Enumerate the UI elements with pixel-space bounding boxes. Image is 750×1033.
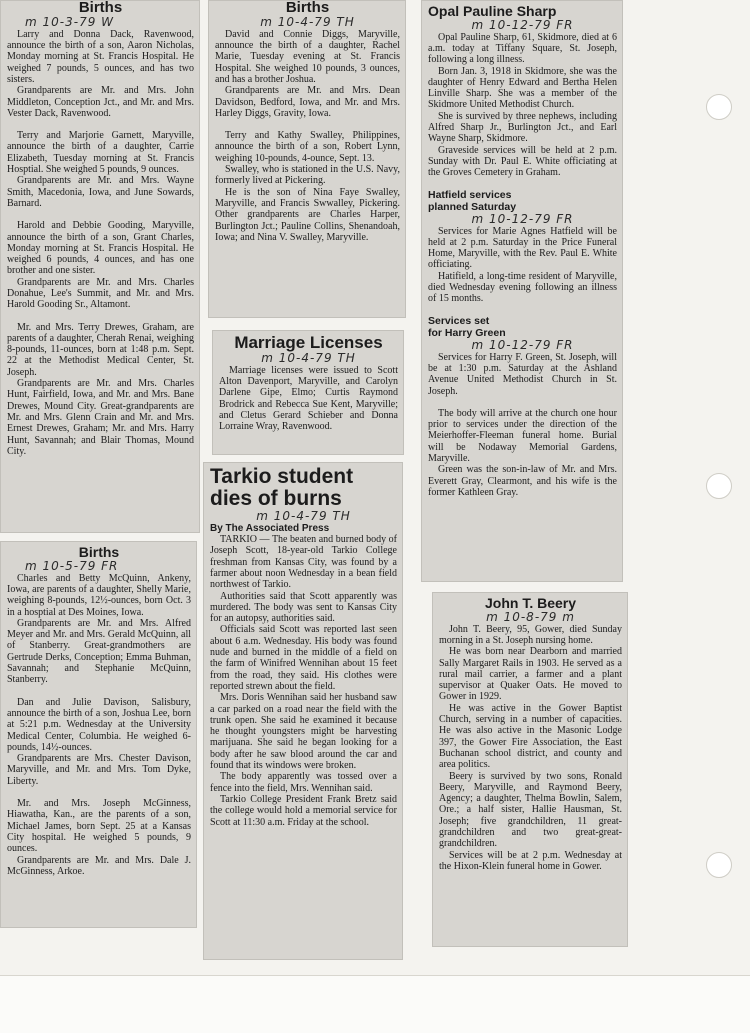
- paragraph: Terry and Marjorie Garnett, Maryville, announce the birth of a daughter, Carrie Elizabeth, Tuesday morning at St. Francis Hosptial. She weighed 5 pounds, 9 ounces.: [7, 130, 194, 176]
- clipping-heading: Births: [78, 544, 120, 560]
- obituaries-clipping: [421, 0, 623, 582]
- binder-hole: [706, 852, 732, 878]
- green-subheading-line-2: for Harry Green: [428, 326, 506, 339]
- paragraph: She is survived by three nephews, including Alfred Sharp Jr., Burlington Jct., and Earl Wayne Sharp, Skidmore.: [428, 110, 617, 145]
- date-annotation: m 10-3-79 W: [25, 14, 115, 29]
- paragraph: Opal Pauline Sharp, 61, Skidmore, died at 6 a.m. today at Tiffany Square, St. Joseph, following a long illness.: [428, 31, 617, 66]
- paragraph: Authorities said that Scott apparently was murdered. The body was sent to Kansas City for an autopsy, authorities said.: [210, 590, 397, 625]
- paragraph: Grandparents are Mr. and Mrs. Charles Donahue, Lee's Summit, and Mr. and Mrs. Harold Gooding Sr., Altamont.: [7, 276, 194, 311]
- clipping-heading-line-1: Tarkio student: [210, 465, 354, 488]
- paragraph: The body will arrive at the church one hour prior to services under the direction of the Meierhoffer-Fleeman funeral home. Burial will be Nodaway Memorial Gardens, Maryville.: [428, 407, 617, 464]
- date-annotation: m 10-5-79 FR: [25, 558, 119, 573]
- paragraph: Charles and Betty McQuinn, Ankeny, Iowa, are parents of a daughter, Shelly Marie, weighing 8-pounds, 12½-ounces, born Oct. 3 in a hosptial at Des Moines, Iowa.: [7, 572, 191, 618]
- paragraph: Grandparents are Mr. and Mrs. Alfred Meyer and Mr. and Mrs. Gerald McQuinn, all of Stanberry. Great-grandmothers are Gertrude Derks, Conception; Emma Buhman, Savannah; and Stephanie McQuinn, Stanberry.: [7, 617, 191, 686]
- hatfield-subheading-line-2: planned Saturday: [428, 200, 517, 213]
- paragraph: Grandparents are Mr. and Mrs. Wayne Smith, Macedonia, Iowa, and June Sowards, Barnard.: [7, 175, 194, 209]
- paragraph: Larry and Donna Dack, Ravenwood, announce the birth of a son, Aaron Nicholas, Monday morning at St. Francis Hospital. He weighed 7 pounds, 5 ounces, and has two sisters.: [7, 28, 194, 85]
- paragraph: Hatifield, a long-time resident of Maryville, died Wednesday evening following an illness of 15 months.: [428, 270, 617, 305]
- paragraph: Mr. and Mrs. Joseph McGinness, Hiawatha, Kan., are the parents of a son, Michael James, born Sept. 25 at a Kansas City hospital. He weighed 5 pounds, 9 ounces.: [7, 798, 191, 855]
- paragraph: Green was the son-in-law of Mr. and Mrs. Everett Gray, Clearmont, and his wife is the former Kathleen Gray.: [428, 464, 617, 498]
- date-annotation: m 10-12-79 FR: [471, 211, 574, 226]
- births-clipping-3: [208, 0, 406, 318]
- paragraph: Harold and Debbie Gooding, Maryville, announce the birth of a son, Grant Charles, Monday morning at St. Francis Hospital. He weighed 6 pounds, 4 ounces, and has one brother and one sister.: [7, 220, 194, 277]
- paragraph: Born Jan. 3, 1918 in Skidmore, she was the daughter of Henry Edward and Bertha Helen Linville Sharp. She was a member of the Skidmore United Methodist Church.: [428, 65, 617, 111]
- green-subheading-line-1: Services set: [428, 314, 490, 327]
- paragraph: Mrs. Doris Wennihan said her husband saw a car parked on a road near the field with the trunk open. She said he examined it because he thought youngsters might be harvesting marijuana. She said he began looking for a body after he saw blood around the car and found that its windows were broken.: [210, 692, 397, 772]
- paragraph: Services for Harry F. Green, St. Joseph, will be at 1:30 p.m. Saturday at the Ashland Avenue United Methodist Church in St. Joseph.: [428, 351, 617, 397]
- paragraph: Swalley, who is stationed in the U.S. Navy, formerly lived at Pickering.: [215, 164, 400, 187]
- paragraph: Grandparents are Mr. and Mrs. Charles Hunt, Fairfield, Iowa, and Mr. and Mrs. Bane Drewes, Mound City. Great-grandparents are Mr. and Mrs. Glenn Crain and Mr. and Mrs. Ernest Drewes, Graham; Mr. and Mrs. Harry Hunt, Savannah; and Blair Thomas, Mound City.: [7, 378, 194, 457]
- paragraph: Tarkio College President Frank Bretz said the college would hold a memorial service for Scott at 11:30 a.m. Friday at the school.: [210, 793, 397, 828]
- clipping-heading-line-2: dies of burns: [210, 487, 342, 511]
- paragraph: Dan and Julie Davison, Salisbury, announce the birth of a son, Joshua Lee, born at 5:21 p.m. Wednesday at the University Medical Center, Columbia. He weighed 6-pounds, 14½-ounces.: [7, 696, 191, 753]
- paragraph: Graveside services will be held at 2 p.m. Sunday with Dr. Paul E. White officiating at the Groves Cemetery in Graham.: [428, 144, 617, 179]
- paragraph: David and Connie Diggs, Maryville, announce the birth of a daughter, Rachel Marie, Tuesday evening at St. Francis Hospital. She weighed 10 pounds, 3 ounces, and has a brother Joshua.: [215, 28, 400, 85]
- byline: By The Associated Press: [210, 523, 330, 535]
- clipping-heading: Births: [285, 0, 330, 16]
- paragraph: The body apparently was tossed over a fence into the field, Mrs. Wennihan said.: [210, 771, 397, 794]
- john-beery-clipping: [432, 592, 628, 947]
- hatfield-subheading-line-1: Hatfield services: [428, 188, 512, 201]
- births-clipping-1: [0, 0, 200, 533]
- paragraph: Marriage licenses were issued to Scott Alton Davenport, Maryville, and Carolyn Darlene Gipe, Elmo; Curtis Raymond Brodrick and Rebecca Sue Kent, Maryville; and Cletus Gerard Schieber and Donna Lorraine Wray, Ravenwood.: [219, 364, 398, 433]
- paragraph: Grandparents are Mr. and Mrs. John Middleton, Conception Jct., and Mr. and Mrs. Vester Dack, Ravenwood.: [7, 85, 194, 119]
- clipping-heading: Opal Pauline Sharp: [428, 3, 557, 19]
- date-annotation: m 10-12-79 FR: [471, 17, 574, 32]
- paragraph: Services for Marie Agnes Hatfield will be held at 2 p.m. Saturday in the Price Funeral Home, Maryville, with the Rev. Paul E. White officiating.: [428, 225, 617, 271]
- paragraph: Mr. and Mrs. Terry Drewes, Graham, are parents of a daughter, Cherah Renai, weighing 8-pounds, 11-ounces, born at 1:48 p.m. Sept. 22 at the Methodist Medical Center, St. Joseph.: [7, 321, 194, 378]
- paragraph: Officials said Scott was reported last seen about 6 a.m. Wednesday. His body was found nude and burned in the middle of a field on the farm of Winifred Wennihan about 15 feet from the road, they said. His clothes were reported strewn about the field.: [210, 624, 397, 692]
- paragraph: He was active in the Gower Baptist Church, serving in a number of capacities. He was also active in the Masonic Lodge 397, the Gower Fire Association, the East Buchanan school district, and county and area politics.: [439, 702, 622, 771]
- paragraph: He was born near Dearborn and married Sally Margaret Rails in 1903. He served as a rural mail carrier, a farmer and a plant supervisor at Quaker Oats. He moved to Gower in 1929.: [439, 646, 622, 703]
- paragraph: TARKIO — The beaten and burned body of Joseph Scott, 18-year-old Tarkio College freshman from Kansas City, was found by a farmer about noon Wednesday in a bean field northwest of Tarkio.: [210, 534, 397, 591]
- binder-hole: [706, 473, 732, 499]
- paragraph: John T. Beery, 95, Gower, died Sunday morning in a St. Joseph nursing home.: [439, 623, 622, 646]
- births-clipping-2: [0, 541, 197, 928]
- clipping-heading: John T. Beery: [484, 595, 577, 611]
- date-annotation: m 10-4-79 TH: [256, 509, 351, 524]
- date-annotation: m 10-8-79 m: [486, 609, 575, 624]
- paragraph: Grandparents are Mr. and Mrs. Dean Davidson, Bedford, Iowa, and Mr. and Mrs. Harley Diggs, Gravity, Iowa.: [215, 85, 400, 119]
- paragraph: Grandparents are Mr. and Mrs. Dale J. McGinness, Arkoe.: [7, 854, 191, 877]
- paragraph: Grandparents are Mrs. Chester Davison, Maryville, and Mr. and Mrs. Tom Dyke, Liberty.: [7, 753, 191, 787]
- paragraph: Beery is survived by two sons, Ronald Beery, Maryville, and Raymond Beery, Agency; a daughter, Thelma Bowlin, Salem, Ore.; a half sister, Hallie Hausman, St. Joseph; five grandchildren, 11 great-grandchildren and two great-great-grandchildren.: [439, 770, 622, 850]
- marriage-licenses-clipping: [212, 330, 404, 455]
- date-annotation: m 10-4-79 TH: [260, 14, 355, 29]
- date-annotation: m 10-12-79 FR: [471, 337, 574, 352]
- paragraph: Terry and Kathy Swalley, Philippines, announce the birth of a son, Robert Lynn, weighing 10-pounds, 4-ounce, Sept. 13.: [215, 130, 400, 164]
- paragraph: Services will be at 2 p.m. Wednesday at the Hixon-Klein funeral home in Gower.: [439, 849, 622, 872]
- binder-hole: [706, 94, 732, 120]
- date-annotation: m 10-4-79 TH: [261, 350, 356, 365]
- paragraph: He is the son of Nina Faye Swalley, Maryville, and Francis Swwalley, Pickering. Other grandparents are Charles Harper, Burlington Jct.; Pauline Collins, Shenandoah, Iowa; and Nina V. Swalley, Maryville.: [215, 186, 400, 243]
- tarkio-student-clipping: [203, 462, 403, 960]
- clipping-heading: Births: [78, 0, 123, 16]
- clipping-heading: Marriage Licenses: [234, 333, 383, 352]
